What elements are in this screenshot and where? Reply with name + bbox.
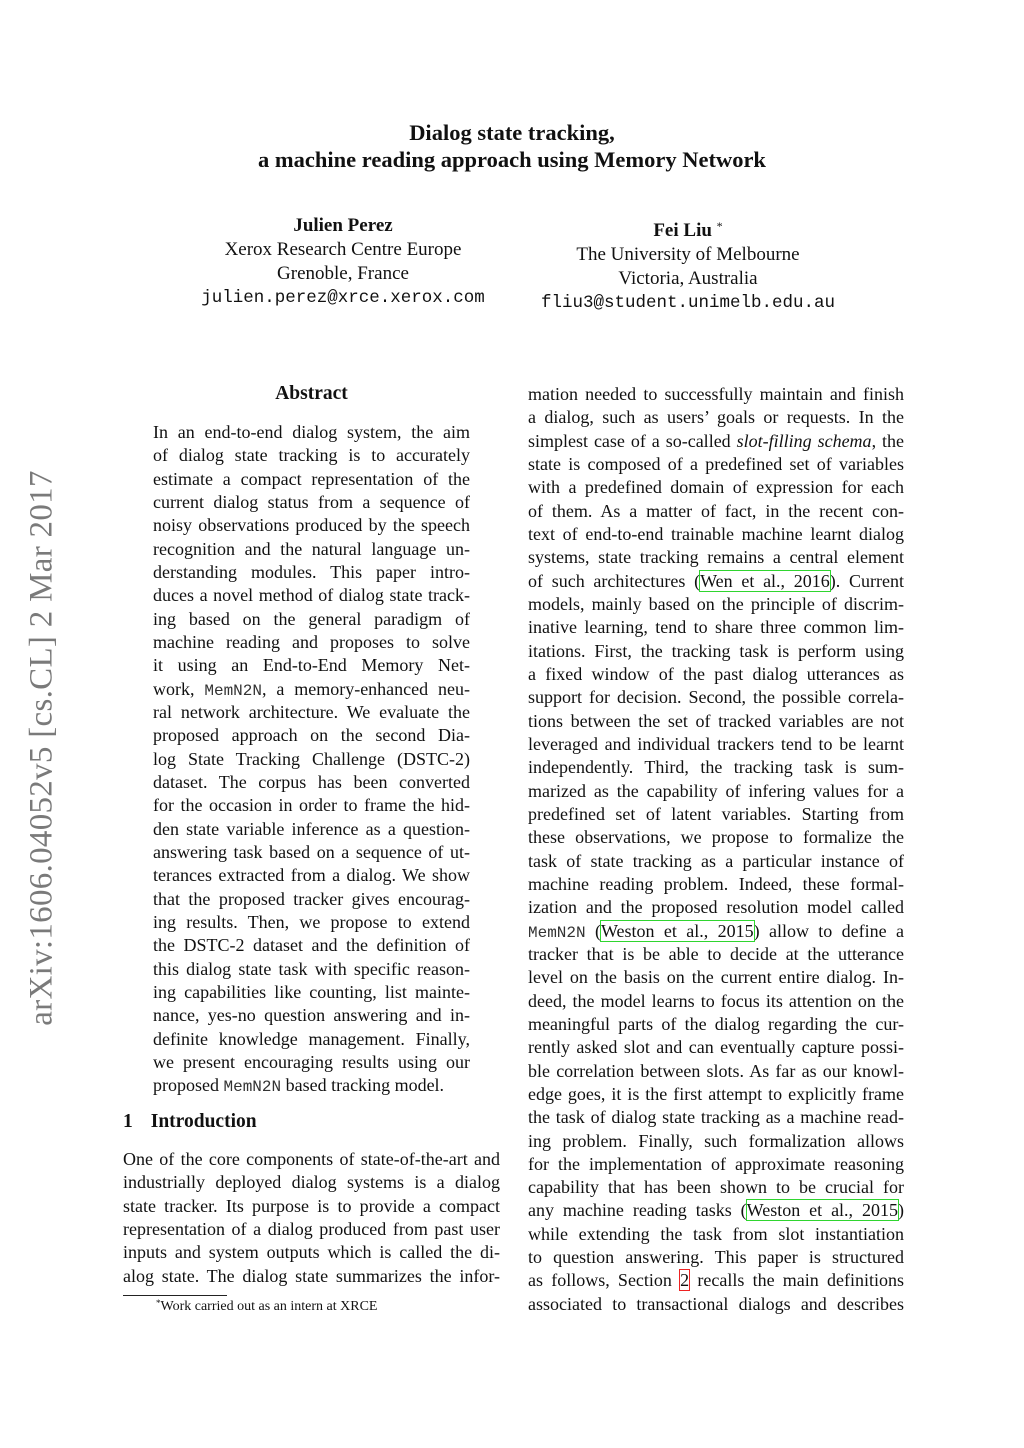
text-line	[528, 593, 904, 616]
text-line	[123, 1171, 500, 1194]
text-segment: to question answering. This paper is structured	[528, 1247, 904, 1268]
text-line	[528, 896, 904, 919]
introduction-left-column	[123, 1148, 500, 1288]
text-line	[153, 864, 470, 887]
text-segment: state is composed of a predefined set of variables	[528, 453, 904, 474]
text-line	[153, 724, 470, 747]
text-line	[528, 1036, 904, 1059]
text-segment: den state variable inference as a question-	[153, 818, 470, 839]
text-segment: ral network architecture. We evaluate the	[153, 701, 470, 722]
text-line	[528, 1013, 904, 1036]
text-line	[528, 663, 904, 686]
text-segment: terances extracted from a dialog. We show	[153, 865, 470, 886]
section-title: Introduction	[150, 1111, 257, 1132]
emphasis: slot-filling schema	[736, 430, 872, 451]
text-segment: for the occasion in order to frame the hid-	[153, 795, 470, 816]
text-line	[153, 444, 470, 467]
text-segment: edge goes, it is the first attempt to explicitly frame	[528, 1083, 904, 1104]
citation-link[interactable]: Wen et al., 2016	[700, 570, 830, 591]
paper-title	[0, 119, 1024, 173]
text-line	[153, 888, 470, 911]
text-segment: deed, the model learns to focus its attention on the	[528, 990, 904, 1011]
text-line	[528, 1199, 904, 1222]
footnote-text: Work carried out as an intern at XRCE	[160, 1299, 378, 1314]
text-segment: marized as the capability of infering values for a	[528, 780, 904, 801]
model-name: MemN2N	[223, 1078, 282, 1097]
text-segment: ) allow to define a	[753, 920, 904, 941]
text-segment: of such architectures (	[528, 570, 701, 591]
text-line	[528, 546, 904, 569]
text-segment: task of state tracking as a particular instance of	[528, 850, 904, 871]
text-segment: simplest case of a so-called	[528, 430, 737, 451]
text-segment: derstanding modules. This paper intro-	[153, 561, 470, 582]
text-line	[123, 1218, 500, 1241]
text-segment: , a memory-enhanced neu-	[261, 678, 470, 699]
text-segment: alog state. The dialog state summarizes the infor-	[123, 1265, 500, 1286]
text-segment: the task of dialog state tracking as a machine read-	[528, 1107, 904, 1128]
text-line	[153, 421, 470, 444]
text-segment: duces a novel method of dialog state track-	[153, 585, 470, 606]
footnote-mark[interactable]: *	[716, 219, 723, 233]
text-line	[153, 538, 470, 561]
text-line	[528, 920, 904, 943]
text-line	[528, 1130, 904, 1153]
author-name-text: Fei Liu	[653, 220, 712, 241]
author-name	[488, 214, 888, 243]
text-segment: machine reading problem. Indeed, these formal-	[528, 873, 904, 894]
footnote-rule	[123, 1295, 227, 1296]
text-line	[153, 771, 470, 794]
text-line	[153, 514, 470, 537]
text-segment: it using an End-to-End Memory Net-	[153, 655, 470, 676]
text-segment: models, mainly based on the principle of discrim-	[528, 593, 904, 614]
text-segment: any machine reading tasks (	[528, 1200, 747, 1221]
author-affiliation: The University of Melbourne	[576, 244, 800, 265]
text-line	[528, 406, 904, 429]
text-line	[153, 911, 470, 934]
footnote	[156, 1298, 377, 1315]
text-segment: tions between the set of tracked variables are not	[528, 710, 904, 731]
section-reference-link[interactable]: 2	[680, 1270, 690, 1291]
text-segment: work,	[153, 678, 205, 699]
text-line	[528, 453, 904, 476]
text-segment: proposed	[153, 1075, 224, 1096]
text-segment: that the proposed tracker gives encourag-	[153, 888, 470, 909]
text-segment: itations. First, the tracking task is perform using	[528, 640, 904, 661]
text-segment: log State Tracking Challenge (DSTC-2)	[153, 748, 470, 769]
text-segment: with a predefined domain of expression for each	[528, 477, 904, 498]
text-line	[528, 640, 904, 663]
text-line	[528, 756, 904, 779]
text-segment: inative learning, tend to share three common lim-	[528, 617, 904, 638]
text-line	[528, 780, 904, 803]
text-line	[153, 841, 470, 864]
text-segment: noisy observations produced by the speech	[153, 515, 470, 536]
model-name: MemN2N	[528, 923, 586, 942]
text-line	[528, 966, 904, 989]
text-line	[528, 1293, 904, 1316]
text-segment: recognition and the natural language un-	[153, 538, 470, 559]
text-line	[528, 616, 904, 639]
author-block-1	[143, 214, 543, 310]
text-segment: as follows, Section	[528, 1270, 681, 1291]
text-segment: mation needed to successfully maintain and finish	[528, 384, 904, 404]
text-line	[153, 654, 470, 677]
text-segment: ing based on the general paradigm of	[153, 608, 470, 629]
text-segment: meaningful parts of the dialog regarding the cur-	[528, 1013, 904, 1034]
text-line	[153, 748, 470, 771]
title-line-2: a machine reading approach using Memory Network	[258, 147, 766, 172]
text-line	[528, 733, 904, 756]
text-line	[528, 430, 904, 453]
abstract-body	[153, 421, 470, 1098]
title-line-1: Dialog state tracking,	[409, 120, 615, 145]
text-line	[153, 584, 470, 607]
text-line	[528, 1246, 904, 1269]
text-segment: definite knowledge management. Finally,	[153, 1028, 470, 1049]
model-name: MemN2N	[204, 681, 262, 700]
text-segment: ing problem. Finally, such formalization allows	[528, 1130, 904, 1151]
text-segment: dataset. The corpus has been converted	[153, 771, 470, 792]
text-segment: these observations, we propose to formalize the	[528, 827, 904, 848]
text-line	[528, 1153, 904, 1176]
text-line	[153, 491, 470, 514]
text-segment: based tracking model.	[281, 1075, 445, 1096]
text-segment: systems, state tracking remains a central element	[528, 547, 904, 568]
author-affiliation: Xerox Research Centre Europe	[224, 239, 462, 260]
text-segment: leveraged and individual trackers tend to be learnt	[528, 733, 904, 754]
text-segment: ble correlation between slots. As far as our knowl-	[528, 1060, 904, 1081]
text-segment: )	[898, 1200, 904, 1221]
text-segment: , the	[871, 430, 904, 451]
text-segment: current dialog status from a sequence of	[153, 491, 470, 512]
text-segment: (	[585, 920, 601, 941]
author-email[interactable]: julien.perez@xrce.xerox.com	[201, 288, 485, 308]
text-segment: In an end-to-end dialog system, the aim	[153, 422, 470, 442]
text-line	[123, 1148, 500, 1171]
text-segment: nance, yes-no question answering and in-	[153, 1005, 470, 1026]
text-segment: of them. As a matter of fact, in the recent con-	[528, 500, 904, 521]
text-line	[528, 873, 904, 896]
text-line	[528, 1106, 904, 1129]
section-heading-introduction	[123, 1111, 257, 1133]
author-location: Grenoble, France	[277, 263, 409, 284]
text-segment: inputs and system outputs which is called the di-	[123, 1242, 500, 1263]
text-line	[123, 1265, 500, 1288]
text-segment: ing capabilities like counting, list mainte-	[153, 981, 470, 1002]
text-line	[153, 958, 470, 981]
text-segment: representation of a dialog produced from past user	[123, 1218, 500, 1239]
text-line	[153, 818, 470, 841]
text-line	[528, 686, 904, 709]
text-segment: One of the core components of state-of-the-art and	[123, 1149, 500, 1169]
text-line	[123, 1195, 500, 1218]
text-line	[528, 826, 904, 849]
text-segment: proposed approach on the second Dia-	[153, 725, 470, 746]
arxiv-identifier: arXiv:1606.04052v5 [cs.CL] 2 Mar 2017	[23, 470, 60, 1026]
text-segment: a dialog, such as users’ goals or requests. In the	[528, 407, 904, 428]
text-segment: independently. Third, the tracking task is sum-	[528, 757, 904, 778]
text-line	[528, 1176, 904, 1199]
text-line	[153, 468, 470, 491]
text-segment: support for decision. Second, the possible correla-	[528, 687, 904, 708]
citation-link[interactable]: Weston et al., 2015	[746, 1200, 898, 1221]
section-number: 1	[123, 1111, 133, 1132]
text-line	[528, 500, 904, 523]
text-segment: ). Current	[829, 570, 904, 591]
text-line	[528, 1223, 904, 1246]
text-segment: level on the basis on the current entire dialog. In-	[528, 967, 904, 988]
text-line	[528, 710, 904, 733]
text-segment: state tracker. Its purpose is to provide a compact	[123, 1195, 500, 1216]
text-line	[153, 701, 470, 724]
abstract-heading: Abstract	[275, 383, 348, 404]
text-segment: predefined set of latent variables. Starting from	[528, 803, 904, 824]
text-segment: while extending the task from slot instantiation	[528, 1223, 904, 1244]
text-line	[528, 476, 904, 499]
text-segment: a fixed window of the past dialog utterances as	[528, 663, 904, 684]
text-line	[528, 570, 904, 593]
author-name	[143, 214, 543, 238]
text-segment: capability that has been shown to be crucial for	[528, 1177, 904, 1198]
citation-link[interactable]: Weston et al., 2015	[600, 920, 754, 941]
text-segment: of dialog state tracking is to accurately	[153, 445, 470, 466]
text-line	[153, 1074, 470, 1097]
text-line	[528, 943, 904, 966]
text-line	[528, 1083, 904, 1106]
text-line	[153, 981, 470, 1004]
text-segment: ing results. Then, we propose to extend	[153, 911, 470, 932]
text-line	[153, 794, 470, 817]
text-segment: ization and the proposed resolution model called	[528, 897, 904, 918]
text-line	[528, 803, 904, 826]
text-line	[528, 383, 904, 406]
text-segment: associated to transactional dialogs and describes	[528, 1293, 904, 1314]
text-line	[153, 631, 470, 654]
text-segment: answering task based on a sequence of ut-	[153, 841, 470, 862]
text-line	[528, 1269, 904, 1292]
introduction-right-column	[528, 383, 904, 1316]
footnote-mark: *	[156, 1298, 161, 1308]
text-line	[153, 678, 470, 701]
text-line	[153, 1028, 470, 1051]
text-line	[153, 561, 470, 584]
text-segment: for the implementation of approximate reasoning	[528, 1153, 904, 1174]
text-segment: this dialog state task with specific reason-	[153, 958, 470, 979]
text-line	[153, 608, 470, 631]
text-segment: machine reading and proposes to solve	[153, 631, 470, 652]
text-line	[528, 850, 904, 873]
text-segment: recalls the main definitions	[689, 1270, 904, 1291]
text-segment: estimate a compact representation of the	[153, 468, 470, 489]
text-line	[153, 934, 470, 957]
text-line	[528, 523, 904, 546]
text-segment: text of end-to-end trainable machine learnt dialog	[528, 523, 904, 544]
text-line	[153, 1004, 470, 1027]
text-line	[123, 1241, 500, 1264]
text-segment: rently asked slot and can eventually capture possi-	[528, 1037, 904, 1058]
author-block-2	[488, 214, 888, 315]
text-segment: tracker that is be able to decide at the utterance	[528, 943, 904, 964]
author-name-text: Julien Perez	[293, 215, 393, 236]
author-location: Victoria, Australia	[618, 268, 758, 289]
text-segment: industrially deployed dialog systems is a dialog	[123, 1172, 500, 1193]
text-segment: the DSTC-2 dataset and the definition of	[153, 935, 470, 956]
author-email[interactable]: fliu3@student.unimelb.edu.au	[540, 293, 836, 313]
text-line	[528, 990, 904, 1013]
text-segment: we present encouraging results using our	[153, 1051, 470, 1072]
text-line	[153, 1051, 470, 1074]
text-line	[528, 1060, 904, 1083]
